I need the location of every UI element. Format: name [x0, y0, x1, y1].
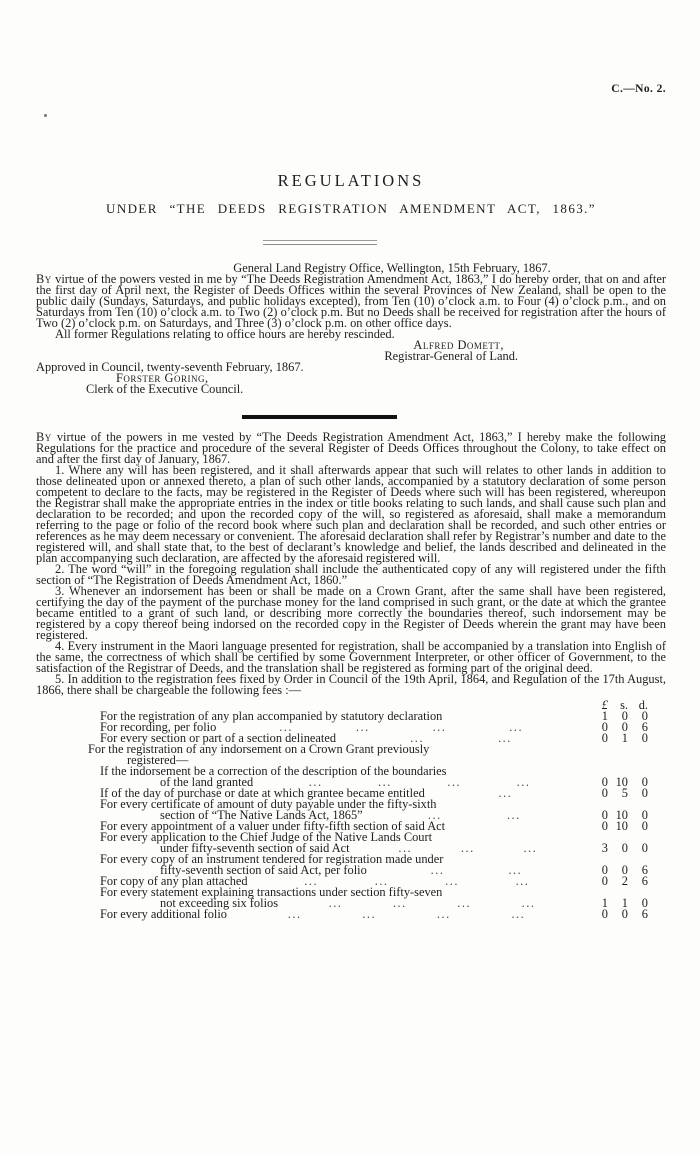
fee-item-text: section of “The Native Lands Act, 1865” — [160, 808, 363, 822]
fee-amount — [586, 733, 648, 744]
leader-dots: ... ... — [430, 865, 523, 876]
order-paragraph-text: virtue of the powers vested in me by “The Deeds Registration Amendment Act, 1863,” I do hereby order, that on and after the first day of April next, the Register of Deeds Offices within the several Provinces of New Zealand, shall be open to the public daily (Sundays, Saturdays, and public holidays excepted), from Ten (10) o’clock a.m. to Four (4) o’clock p.m., and on Saturdays from Ten (10) o’clock a.m. to Two (2) o’clock p.m. But no Deeds shall be received for registration after the hours of Two (2) o’clock p.m. on Saturdays, and Three (3) o’clock p.m. on other office days. — [36, 272, 666, 330]
fee-amount-shillings: 10 — [615, 808, 628, 822]
document-subtitle: UNDER “THE DEEDS REGISTRATION AMENDMENT ACT, 1863.” — [106, 201, 596, 216]
fee-amount-shillings: 10 — [615, 819, 628, 833]
regulation-paragraph: 2. The word “will” in the foregoing regulation shall include the authenticated copy of any will registered under the fifth section of “The Registration of Deeds Amendment Act, 1860.” — [36, 562, 666, 587]
fee-table-rows — [36, 711, 648, 920]
fee-item-text: For every section or part of a section delineated — [100, 731, 337, 745]
fee-column-pence: d. — [638, 698, 648, 712]
fee-amount — [586, 909, 648, 920]
fee-amount-shillings: 2 — [621, 874, 628, 888]
fee-item-text: For recording, per folio — [100, 720, 217, 734]
fee-amount-pounds: 0 — [601, 720, 608, 734]
fee-column-pounds: £ — [601, 698, 608, 712]
regulation-paragraph: 4. Every instrument in the Maori language presented for registration, shall be accompanied by a translation into English of the same, the correctness of which shall be certified by some Government Interpreter, or other officer of Government, to the satisfaction of the Registrar of Deeds, and the translation shall be registered as forming part of the original deed. — [36, 639, 666, 675]
fee-item-text: For the registration of any plan accompanied by statutory declaration — [100, 709, 443, 723]
fee-amount-shillings: 10 — [615, 775, 628, 789]
rescind-line: All former Regulations relating to office hours are hereby rescinded. — [55, 327, 395, 341]
fee-amount-pounds: 0 — [601, 907, 608, 921]
leader-dots: ... ... ... ... — [328, 898, 536, 909]
fee-amount-pounds: 0 — [601, 819, 608, 833]
fee-amount — [586, 722, 648, 733]
fee-table — [36, 700, 648, 920]
fee-item-text: registered— — [127, 753, 189, 767]
fee-amount-pence: 0 — [641, 731, 648, 745]
fee-amount — [586, 843, 648, 854]
fee-amount-pounds: 0 — [601, 863, 608, 877]
fee-item-text: of the land granted — [160, 775, 254, 789]
regulation-paragraphs — [36, 465, 666, 696]
fee-amount-shillings: 1 — [621, 731, 628, 745]
fee-amount-shillings: 0 — [621, 863, 628, 877]
regulations-intro-lead: By — [36, 430, 52, 444]
fee-amount-pence: 6 — [641, 863, 648, 877]
leader-dots: ... — [498, 788, 513, 799]
fee-amount-pounds: 3 — [601, 841, 608, 855]
fee-item-text: If the indorsement be a correction of the description of the boundaries — [100, 764, 447, 778]
fee-amount-shillings: 5 — [621, 786, 628, 800]
fee-amount-pence: 0 — [641, 841, 648, 855]
fee-amount-shillings: 0 — [621, 709, 628, 723]
fee-amount-shillings: 0 — [621, 841, 628, 855]
fee-amount-pounds: 1 — [601, 709, 608, 723]
fee-item-text: fifty-seventh section of said Act, per folio — [160, 863, 367, 877]
leader-dots: ... ... — [410, 733, 512, 744]
regulations-intro-text: virtue of the powers in me vested by “The Deeds Registration Amendment Act, 1863,” I hereby make the following Regulations for the practice and procedure of the several Register of Deeds Offices throughout the Colony, to take effect on and after the first day of January, 1867. — [36, 430, 666, 466]
order-paragraph-lead: By — [36, 272, 52, 286]
fee-item-text: For every application to the Chief Judge of the Native Lands Court — [100, 830, 433, 844]
fee-amount-pence: 0 — [641, 775, 648, 789]
fee-item-text: For the registration of any indorsement on a Crown Grant previously — [88, 742, 430, 756]
order-section — [36, 263, 666, 395]
fee-amount-pence: 0 — [641, 709, 648, 723]
fee-amount — [586, 865, 648, 876]
leader-dots: ... ... ... ... — [304, 876, 530, 887]
fee-amount — [586, 821, 648, 832]
fee-amount-pounds: 0 — [601, 786, 608, 800]
fee-amount-pence: 0 — [641, 808, 648, 822]
fee-amount — [586, 898, 648, 909]
fee-item-text: For every certificate of amount of duty payable under the fifty-sixth — [100, 797, 437, 811]
fee-item-text: For every appointment of a valuer under fifty-fifth section of said Act — [100, 819, 446, 833]
fee-amount-pence: 0 — [641, 819, 648, 833]
fee-amount-pounds: 1 — [601, 896, 608, 910]
fee-amount-pence: 6 — [641, 720, 648, 734]
fee-amount — [586, 788, 648, 799]
fee-item-text: under fifty-seventh section of said Act — [160, 841, 350, 855]
leader-dots: ... ... ... ... — [279, 722, 524, 733]
document-title: REGULATIONS — [277, 171, 425, 190]
page-reference: C.—No. 2. — [611, 83, 666, 95]
regulation-paragraph: 3. Whenever an indorsement has been or shall be made on a Crown Grant, after the same shall have been registered, certifying the day of the payment of the purchase money for the land comprised in such grant, or the date at which the grantee became entitled to a grant of such land, or describing more correctly the boundaries thereof, such indorsement may be registered by a copy thereof being indorsed on the recorded copy in the Register of Deeds wherein the grant may have been registered. — [36, 584, 666, 642]
fee-item-text: For every statement explaining transactions under section fifty-seven — [100, 885, 443, 899]
fee-amount-pounds: 0 — [601, 775, 608, 789]
regulations-intro — [36, 432, 666, 465]
fee-amount-shillings: 1 — [621, 896, 628, 910]
leader-dots: ... ... ... — [398, 843, 538, 854]
regulations-section — [36, 432, 666, 920]
fee-row — [36, 909, 648, 920]
fee-item-text: For every copy of an instrument tendered for registration made under — [100, 852, 444, 866]
fee-amount-pounds: 0 — [601, 731, 608, 745]
signature-block — [36, 340, 666, 362]
leader-dots: ... ... ... ... — [287, 909, 526, 920]
fee-amount-pence: 0 — [641, 896, 648, 910]
ornamental-double-rule — [263, 240, 377, 245]
leader-dots: ... ... — [427, 810, 521, 821]
scan-speck — [44, 114, 47, 117]
fee-amount-pounds: 0 — [601, 874, 608, 888]
fee-amount — [586, 777, 648, 788]
fee-amount-shillings: 0 — [621, 907, 628, 921]
fee-header-columns — [586, 700, 648, 711]
fee-amount-pence: 6 — [641, 907, 648, 921]
fee-item-text: If of the day of purchase or date at which grantee became entitled — [100, 786, 425, 800]
fee-column-shillings: s. — [620, 698, 628, 712]
clerk-name: Forster Goring, — [116, 371, 209, 385]
section-divider-rule — [242, 415, 397, 419]
clerk-title: Clerk of the Executive Council. — [86, 382, 244, 396]
fee-amount-pence: 6 — [641, 874, 648, 888]
fee-item-text: For copy of any plan attached — [100, 874, 248, 888]
regulation-paragraph: 1. Where any will has been registered, and it shall afterwards appear that such will relates to other lands in addition to those delineated upon or annexed thereto, a plan of such other lands, accompanied by a statutory declaration of some person competent to declare to the facts, may be registered in the Register of Deeds where such will has been registered, whereupon the Registrar shall make the appropriate entries in the index or title books relating to such lands, and shall cause such plan and declaration to be recorded; and upon the recorded copy of the will, so registered as aforesaid, shall make a memorandum referring to the page or folio of the record book where such plan and declaration shall be recorded, and such other entries or references as he may deem necessary or convenient. The aforesaid declaration shall refer by Registrar’s number and date to the registered will, and shall state that, to the best of declarant’s knowledge and belief, the lands described and delineated in the plan accompanying such declaration, are affected by the aforesaid registered will. — [36, 463, 666, 565]
fee-amount-shillings: 0 — [621, 720, 628, 734]
fee-row — [36, 887, 648, 898]
fee-amount — [586, 876, 648, 887]
dateline: General Land Registry Office, Wellington, 15th February, 1867. — [233, 261, 551, 275]
fee-row — [36, 766, 648, 777]
fee-amount-pounds: 0 — [601, 808, 608, 822]
fee-amount-pence: 0 — [641, 786, 648, 800]
fee-amount — [586, 711, 648, 722]
leader-dots: ... ... ... ... — [308, 777, 531, 788]
approval-line: Approved in Council, twenty-seventh February, 1867. — [36, 360, 304, 374]
fee-item-text: not exceeding six folios — [160, 896, 279, 910]
regulation-paragraph: 5. In addition to the registration fees fixed by Order in Council of the 19th April, 1864, and Regulation of the 17th August, 1866, there shall be chargeable the following fees :— — [36, 672, 666, 697]
signature-name: Alfred Domett, — [413, 338, 504, 352]
signature-title: Registrar-General of Land. — [384, 349, 518, 363]
order-paragraph — [36, 274, 666, 329]
fee-item-text: For every additional folio — [100, 907, 227, 921]
